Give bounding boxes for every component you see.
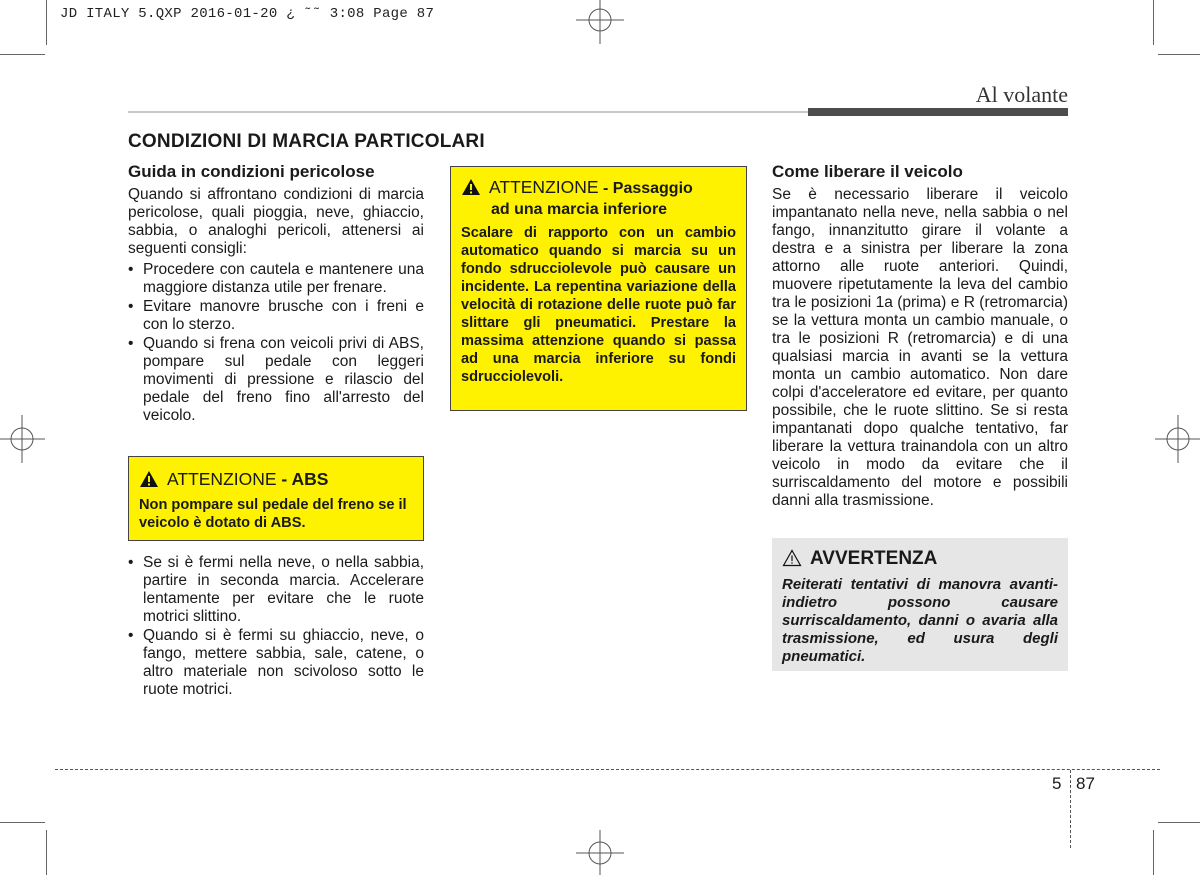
stuck-advice-list [128,554,424,699]
warning-box-downshift [450,166,747,411]
crop-mark [0,54,45,55]
page-heading: CONDIZIONI DI MARCIA PARTICOLARI [128,131,485,152]
registration-mark-icon [1155,415,1200,463]
subhead-free-vehicle: Come liberare il veicolo [772,162,963,181]
crop-mark [1153,0,1154,45]
warning-box-title: ATTENZIONE - Passaggio [461,177,736,200]
header-rule [128,111,808,113]
list-item: • Evitare manovre brusche con i freni e con lo sterzo. [128,298,424,334]
crop-mark [1153,830,1154,875]
list-item: • Se si è fermi nella neve, o nella sabbia, partire in seconda marcia. Accelerare lentamente per evitare che le ruote motrici slittino. [128,554,424,626]
subhead-dangerous-driving: Guida in condizioni pericolose [128,162,375,181]
registration-mark-icon [576,0,624,44]
registration-mark-icon [576,830,624,875]
warning-box-title: ATTENZIONE - ABS [139,469,413,492]
warning-triangle-icon [461,178,481,200]
print-slug: JD ITALY 5.QXP 2016-01-20 ¿ ˜˜ 3:08 Page 87 [60,6,435,22]
footer-dashed-rule [55,769,1160,770]
left-column-continued [128,554,424,700]
warning-box-abs [128,456,424,541]
warning-triangle-icon [782,549,802,573]
list-item: • Procedere con cautela e mantenere una maggiore distanza utile per frenare. [128,261,424,297]
chapter-number: 5 [1052,774,1062,793]
list-item: • Quando si frena con veicoli privi di ABS, pompare sul pedale con leggeri movimenti di pressione e rilascio del pedale del freno fino all'arresto del veicolo. [128,335,424,425]
crop-mark [1158,54,1200,55]
warning-box-body: Non pompare sul pedale del freno se il veicolo è dotato di ABS. [139,497,407,531]
notice-box-body: Reiterati tentativi di manovra avanti-indietro possono causare surriscaldamento, danni o avaria alla trasmissione, ed usura degli pneumatici. [782,576,1058,665]
intro-paragraph: Quando si affrontano condizioni di marcia pericolose, quali pioggia, neve, ghiaccio, sabbia, o analoghi pericoli, attenersi ai seguenti consigli: [128,186,424,257]
warning-box-body: Scalare di rapporto con un cambio automatico quando si marcia su un fondo sdrucciolevole può causare un incidente. La repentina variazione della velocità di rotazione delle ruote può far slittare gli pneumatici. Prestare la massima attenzione quando si passa ad una marcia inferiore su fondi sdrucciolevoli. [461,225,736,385]
crop-mark [46,0,47,45]
crop-mark [0,822,45,823]
warning-triangle-icon [139,470,159,492]
free-vehicle-paragraph: Se è necessario liberare il veicolo impantanato nella neve, nella sabbia o nel fango, innanzitutto girare il volante a destra e a sinistra per liberare la zona attorno alle ruote anteriori. Quindi, muovere ripetutamente la leva del cambio tra le posizioni 1a (prima) e R (retromarcia) se la vettura monta un cambio manuale, o tra le posizioni R (retromarcia) e di una qualsiasi marcia in avanti se la vettura monta un cambio automatico. Non dare colpi d'acceleratore ed evitare, per quanto possibile, che le ruote slittino. Se si resta impantanati dopo qualche tentativo, far liberare la vettura trainandola con un altro veicolo in modo da evitare che il surriscaldamento del motore e possibili danni alla trasmissione. [772,186,1068,509]
notice-box-title: AVVERTENZA [782,548,1058,573]
notice-box [772,538,1068,671]
section-title: Al volante [975,82,1068,107]
page-number: 87 [1076,774,1095,793]
section-bar [808,108,1068,116]
advice-list [128,261,424,425]
warning-box-title-line2: ad una marcia inferiore [491,201,668,218]
list-item: • Quando si è fermi su ghiaccio, neve, o fango, mettere sabbia, sale, catene, o altro materiale non scivoloso sotto le ruote motrici. [128,627,424,699]
footer-dashed-divider [1070,770,1071,848]
crop-mark [1158,822,1200,823]
left-column [128,162,424,426]
crop-mark [46,830,47,875]
right-column [772,162,1068,510]
registration-mark-icon [0,415,45,463]
